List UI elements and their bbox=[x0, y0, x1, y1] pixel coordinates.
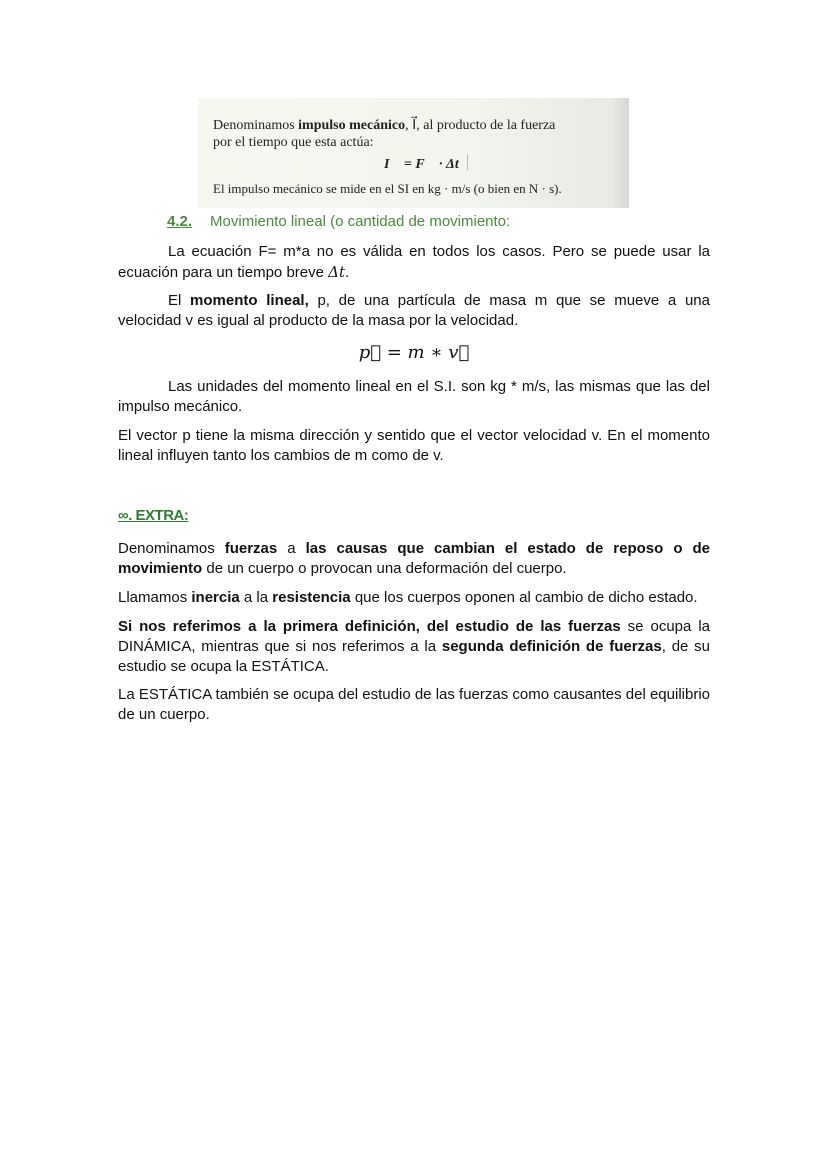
bold-term: Si nos referimos a la primera definición, del estudio de las fuerzas bbox=[118, 618, 621, 635]
paragraph-unidades: Las unidades del momento lineal en el S.I. son kg * m/s, las mismas que las del impulso mecánico. bbox=[118, 378, 710, 415]
paragraph-inercia bbox=[118, 588, 710, 608]
text: , de su estudio se ocupa la ESTÁTICA. bbox=[118, 638, 711, 675]
text: Llamamos bbox=[118, 589, 192, 606]
scan-bold-term: impulso mecánico bbox=[298, 118, 406, 133]
paragraph-definiciones bbox=[118, 617, 710, 677]
text: que los cuerpos oponen al cambio de dicho estado. bbox=[350, 589, 698, 606]
section-number: 4.2. bbox=[167, 213, 193, 230]
extra-heading: ∞. EXTRA: bbox=[118, 507, 189, 524]
scan-line-3: El impulso mecánico se mide en el SI en kg · m/s (o bien en N · s). bbox=[213, 181, 562, 196]
delta-t: Δt bbox=[328, 263, 346, 281]
paragraph-ecuacion bbox=[118, 242, 710, 283]
section-heading bbox=[167, 213, 510, 230]
scanned-definition-image bbox=[198, 98, 629, 208]
paragraph-momento-lineal bbox=[118, 291, 710, 331]
impulse-formula: I⃗ = F⃗ · Δt bbox=[384, 157, 459, 172]
scan-line-1 bbox=[213, 117, 555, 135]
text: p, de una partícula de masa m que se mueve a una velocidad v es igual al producto de la masa por la velocidad. bbox=[118, 292, 710, 329]
paragraph-fuerzas bbox=[118, 539, 710, 579]
paragraph-vector: El vector p tiene la misma dirección y sentido que el vector velocidad v. En el momento lineal influyen tanto los cambios de m como de v. bbox=[118, 427, 710, 464]
scan-mark bbox=[467, 154, 468, 170]
text: . bbox=[345, 264, 350, 281]
text: Denominamos bbox=[118, 540, 225, 557]
text: a bbox=[277, 540, 306, 557]
scan-line-2: por el tiempo que esta actúa: bbox=[213, 135, 374, 150]
text: a la bbox=[239, 589, 273, 606]
bold-term: fuerzas bbox=[224, 540, 278, 557]
scan-text: , I⃗, al producto de la fuerza bbox=[405, 118, 556, 133]
bold-term: resistencia bbox=[272, 589, 351, 606]
section-title: Movimiento lineal (o cantidad de movimiento: bbox=[210, 213, 511, 230]
bold-term: momento lineal, bbox=[190, 292, 309, 309]
text: La ecuación F= m*a no es válida en todos los casos. Pero se puede usar la ecuación para un tiempo breve bbox=[118, 243, 710, 281]
bold-term: segunda definición de fuerzas bbox=[441, 638, 662, 655]
momentum-formula: p⃗ = m ∗ v⃗ bbox=[358, 342, 470, 363]
text: se ocupa la DINÁMICA, mientras que si nos referimos a la bbox=[118, 618, 711, 655]
bold-term: inercia bbox=[191, 589, 240, 606]
scan-text: Denominamos bbox=[213, 118, 299, 133]
text: de un cuerpo o provocan una deformación del cuerpo. bbox=[202, 560, 567, 577]
bold-term: las causas que cambian el estado de reposo o de movimiento bbox=[118, 540, 710, 577]
paragraph-estatica: La ESTÁTICA también se ocupa del estudio de las fuerzas como causantes del equilibrio de un cuerpo. bbox=[118, 686, 711, 723]
text: El bbox=[168, 292, 191, 309]
